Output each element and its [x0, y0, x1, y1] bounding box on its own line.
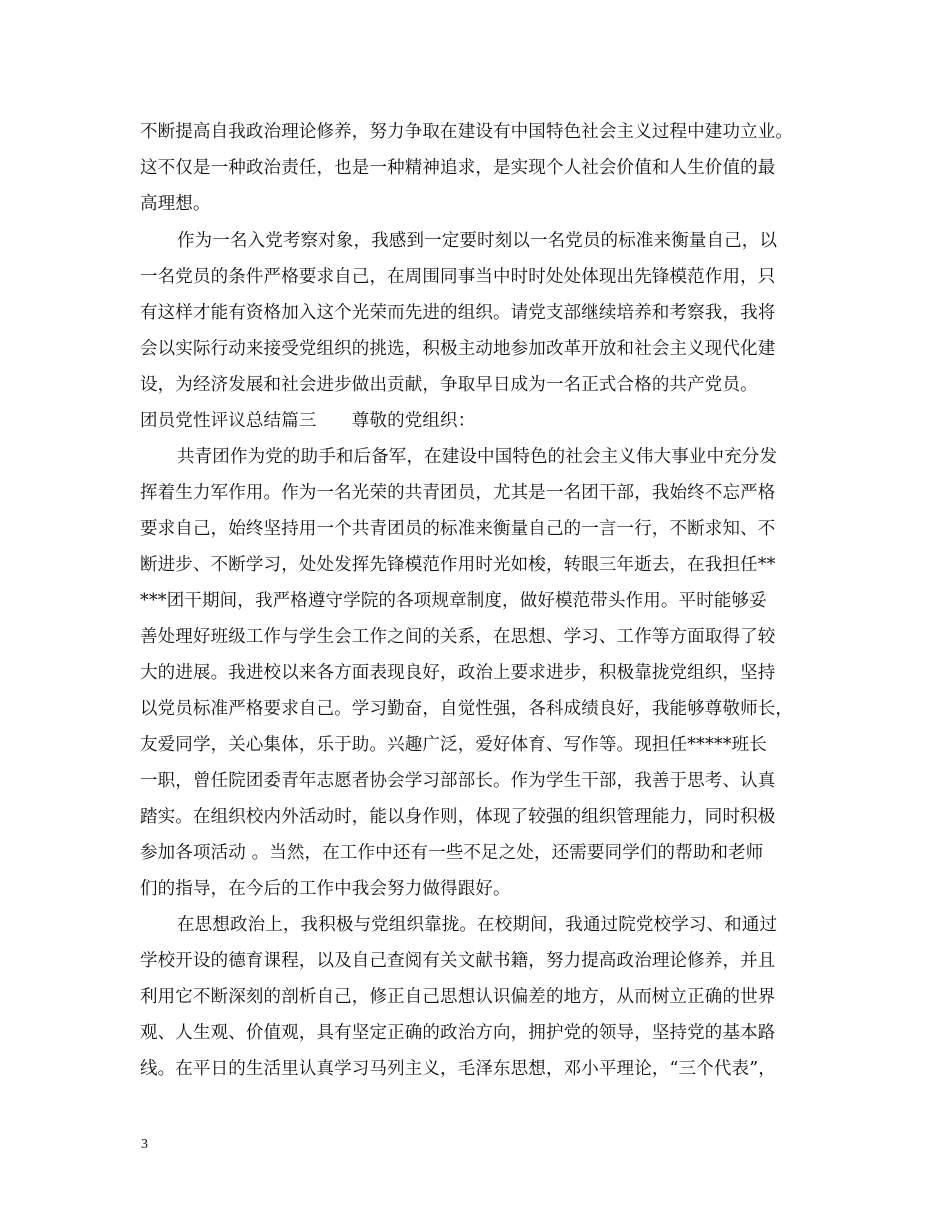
text-line: 设，为经济发展和社会进步做出贡献，争取早日成为一名正式合格的共产党员。 — [140, 375, 758, 395]
text-line: 们的指导，在今后的工作中我会努力做得跟好。 — [140, 879, 511, 899]
text-line: 不断提高自我政治理论修养，努力争取在建设有中国特色社会主义过程中建功立业。 — [140, 122, 794, 142]
text-line: 一名党员的条件严格要求自己，在周围同事当中时时处处体现出先锋模范作用，只 — [140, 267, 776, 287]
page-number: 3 — [141, 1137, 148, 1152]
text-line: 线。在平日的生活里认真学习马列主义，毛泽东思想，邓小平理论，“三个代表”， — [140, 1059, 776, 1079]
text-line: 利用它不断深刻的剖析自己，修正自己思想认识偏差的地方，从而树立正确的世界 — [140, 987, 776, 1007]
text-line: ***团干期间，我严格遵守学院的各项规章制度，做好模范带头作用。平时能够妥 — [140, 591, 767, 611]
text-line: 学校开设的德育课程，以及自己查阅有关文献书籍，努力提高政治理论修养，并且 — [140, 951, 776, 971]
paragraph-start-line: 在思想政治上，我积极与党组织靠拢。在校期间，我通过院党校学习、和通过 — [177, 915, 778, 935]
text-line: 高理想。 — [140, 194, 211, 214]
text-line: 会以实际行动来接受党组织的挑选，积极主动地参加改革开放和社会主义现代化建 — [140, 339, 776, 359]
section-heading-line: 团员党性评议总结篇三 尊敬的党组织： — [140, 411, 476, 431]
paragraph-start-line: 作为一名入党考察对象，我感到一定要时刻以一名党员的标准来衡量自己，以 — [177, 231, 778, 251]
text-line: 这不仅是一种政治责任，也是一种精神追求，是实现个人社会价值和人生价值的最 — [140, 158, 776, 178]
text-line: 观、人生观、价值观，具有坚定正确的政治方向，拥护党的领导，坚持党的基本路 — [140, 1023, 776, 1043]
paragraph-start-line: 共青团作为党的助手和后备军，在建设中国特色的社会主义伟大事业中充分发 — [177, 447, 778, 467]
text-line: 友爱同学，关心集体，乐于助。兴趣广泛，爱好体育、写作等。现担任*****班长 — [140, 735, 767, 755]
text-line: 参加各项活动 。当然，在工作中还有一些不足之处，还需要同学们的帮助和老师 — [140, 843, 764, 863]
text-line: 挥着生力军作用。作为一名光荣的共青团员，尤其是一名团干部，我始终不忘严格 — [140, 483, 776, 503]
text-line: 大的进展。我进校以来各方面表现良好，政治上要求进步，积极靠拢党组织，坚持 — [140, 663, 776, 683]
text-line: 善处理好班级工作与学生会工作之间的关系，在思想、学习、工作等方面取得了较 — [140, 627, 776, 647]
text-line: 一职，曾任院团委青年志愿者协会学习部部长。作为学生干部，我善于思考、认真 — [140, 771, 776, 791]
text-line: 要求自己，始终坚持用一个共青团员的标准来衡量自己的一言一行，不断求知、不 — [140, 519, 776, 539]
text-line: 断进步、不断学习，处处发挥先锋模范作用时光如梭，转眼三年逝去，在我担任** — [140, 555, 776, 575]
text-line: 踏实。在组织校内外活动时，能以身作则，体现了较强的组织管理能力，同时积极 — [140, 807, 776, 827]
text-line: 以党员标准严格要求自己。学习勤奋，自觉性强，各科成绩良好，我能够尊敬师长， — [140, 699, 794, 719]
text-line: 有这样才能有资格加入这个光荣而先进的组织。请党支部继续培养和考察我，我将 — [140, 303, 776, 323]
